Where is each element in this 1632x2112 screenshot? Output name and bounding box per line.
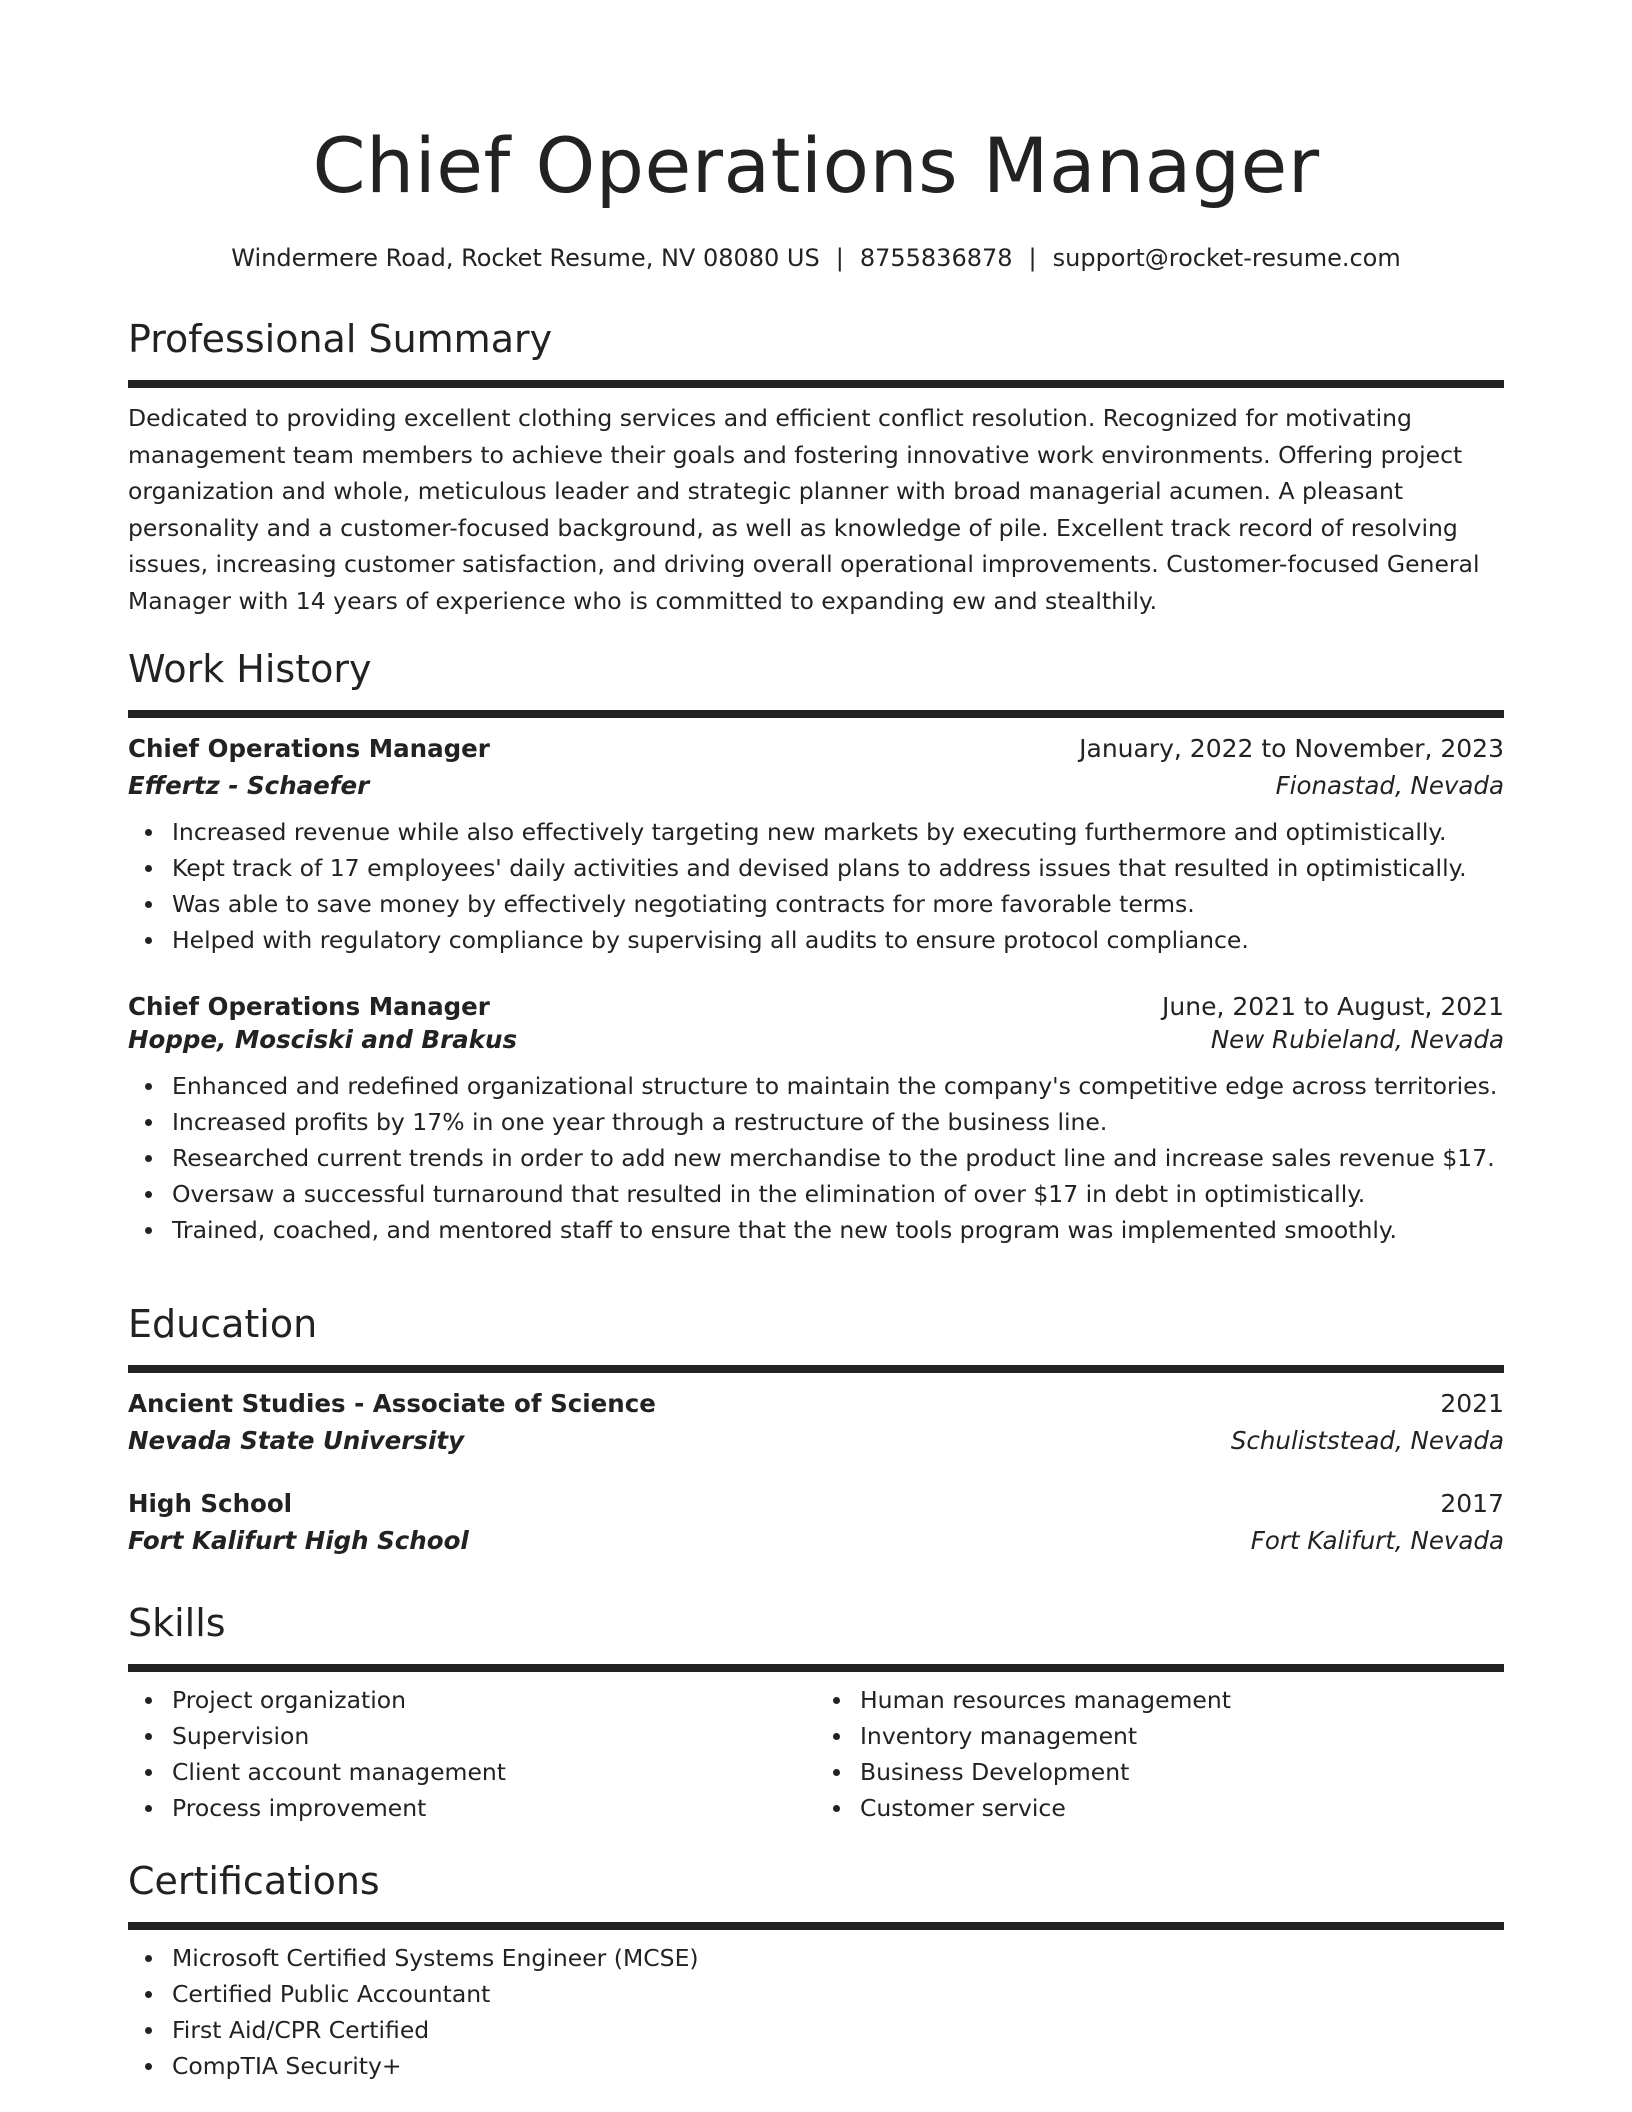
section-title-certifications: Certifications	[128, 1859, 380, 1903]
skills-list-left	[128, 1682, 816, 1826]
skills-list-right	[816, 1682, 1504, 1826]
section-divider	[128, 710, 1504, 718]
education-entry	[128, 1389, 1504, 1455]
education-school: Nevada State University	[128, 1426, 465, 1455]
job-title: Chief Operations Manager	[128, 992, 490, 1021]
skill-item: Supervision	[128, 1718, 816, 1754]
list-item: Oversaw a successful turnaround that resulted in the elimination of over $17 in debt in optimistically.	[128, 1176, 1504, 1212]
skill-item: Process improvement	[128, 1790, 816, 1826]
job-header-row	[128, 734, 1504, 763]
section-divider	[128, 1664, 1504, 1672]
list-item: Kept track of 17 employees' daily activities and devised plans to address issues that resulted in optimistically.	[128, 850, 1504, 886]
education-degree: Ancient Studies - Associate of Science	[128, 1389, 656, 1418]
list-item: Helped with regulatory compliance by supervising all audits to ensure protocol compliance.	[128, 922, 1504, 958]
contact-email[interactable]: support@rocket-resume.com	[1052, 244, 1401, 272]
section-title-education: Education	[128, 1302, 318, 1346]
education-year: 2021	[1440, 1389, 1504, 1418]
job-company: Effertz - Schaefer	[128, 771, 370, 800]
certifications-section	[128, 1859, 1504, 2084]
education-school: Fort Kalifurt High School	[128, 1526, 469, 1555]
education-year: 2017	[1440, 1489, 1504, 1518]
job-entry	[128, 992, 1504, 1248]
skill-item: Business Development	[816, 1754, 1504, 1790]
certification-item: First Aid/CPR Certified	[128, 2012, 1504, 2048]
education-location: Fort Kalifurt, Nevada	[1250, 1526, 1504, 1555]
skill-item: Customer service	[816, 1790, 1504, 1826]
job-bullets	[128, 1068, 1504, 1248]
education-school-row	[128, 1526, 1504, 1555]
certification-item: CompTIA Security+	[128, 2048, 1504, 2084]
education-degree: High School	[128, 1489, 293, 1518]
skill-item: Project organization	[128, 1682, 816, 1718]
education-section	[128, 1302, 1504, 1555]
list-item: Researched current trends in order to add new merchandise to the product line and increase sales revenue $17.	[128, 1140, 1504, 1176]
job-location: New Rubieland, Nevada	[1210, 1025, 1504, 1054]
list-item: Enhanced and redefined organizational structure to maintain the company's competitive edge across territories.	[128, 1068, 1504, 1104]
contact-line	[128, 244, 1504, 272]
education-school-row	[128, 1426, 1504, 1455]
education-location: Schuliststead, Nevada	[1230, 1426, 1504, 1455]
contact-separator: |	[1028, 244, 1037, 272]
skills-section	[128, 1601, 1504, 1826]
job-dates: January, 2022 to November, 2023	[1079, 734, 1504, 763]
contact-phone: 8755836878	[859, 244, 1013, 272]
list-item: Increased revenue while also effectively targeting new markets by executing furthermore and optimistically.	[128, 814, 1504, 850]
section-divider	[128, 1365, 1504, 1373]
job-header-row	[128, 992, 1504, 1021]
job-dates: June, 2021 to August, 2021	[1162, 992, 1504, 1021]
summary-text: Dedicated to providing excellent clothing services and efficient conflict resolution. Recognized for motivating management team members to achieve their goals and fostering innovative work environments. Offering project organization and whole, meticulous leader and strategic planner with broad managerial acumen. A pleasant personality and a customer-focused background, as well as knowledge of pile. Excellent track record of resolving issues, increasing customer satisfaction, and driving overall operational improvements. Customer-focused General Manager with 14 years of experience who is committed to expanding ew and stealthily.	[128, 404, 1480, 615]
certification-item: Microsoft Certified Systems Engineer (MCSE)	[128, 1940, 1504, 1976]
section-title-work-history: Work History	[128, 647, 372, 691]
skill-item: Client account management	[128, 1754, 816, 1790]
work-history-section	[128, 647, 1504, 1248]
job-bullets	[128, 814, 1504, 958]
contact-address: Windermere Road, Rocket Resume, NV 08080 US	[231, 244, 820, 272]
job-company: Hoppe, Mosciski and Brakus	[128, 1025, 518, 1054]
summary-section	[128, 317, 1504, 619]
section-divider	[128, 1922, 1504, 1930]
education-header-row	[128, 1489, 1504, 1518]
contact-separator: |	[835, 244, 844, 272]
job-company-row	[128, 771, 1504, 800]
section-title-skills: Skills	[128, 1601, 226, 1645]
job-company-row	[128, 1025, 1504, 1054]
skills-grid	[128, 1682, 1504, 1826]
education-header-row	[128, 1389, 1504, 1418]
skill-item: Human resources management	[816, 1682, 1504, 1718]
section-divider	[128, 380, 1504, 388]
certifications-list	[128, 1940, 1504, 2084]
section-title-summary: Professional Summary	[128, 317, 553, 361]
candidate-name: Chief Operations Manager	[312, 121, 1320, 210]
skill-item: Inventory management	[816, 1718, 1504, 1754]
job-location: Fionastad, Nevada	[1275, 771, 1504, 800]
list-item: Increased profits by 17% in one year through a restructure of the business line.	[128, 1104, 1504, 1140]
education-entry	[128, 1489, 1504, 1555]
job-title: Chief Operations Manager	[128, 734, 490, 763]
certification-item: Certified Public Accountant	[128, 1976, 1504, 2012]
list-item: Trained, coached, and mentored staff to ensure that the new tools program was implemented smoothly.	[128, 1212, 1504, 1248]
job-entry	[128, 734, 1504, 958]
list-item: Was able to save money by effectively negotiating contracts for more favorable terms.	[128, 886, 1504, 922]
